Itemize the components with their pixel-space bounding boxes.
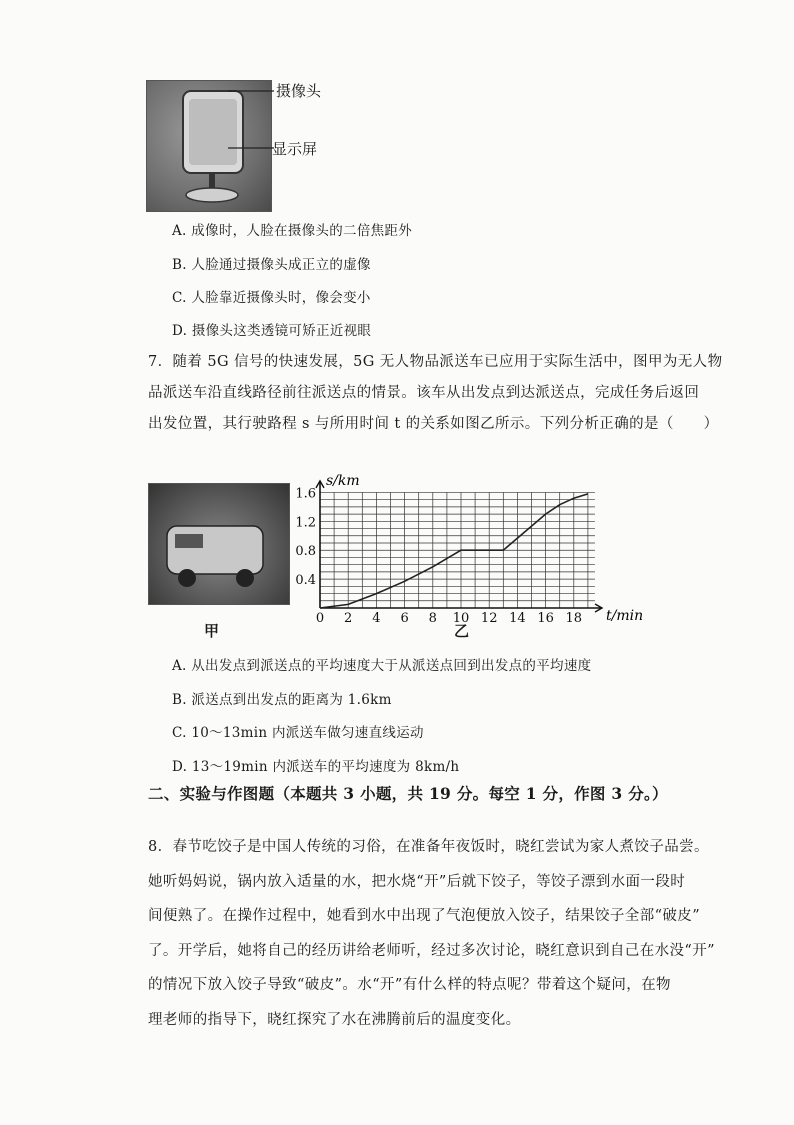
q8-line: 她听妈妈说，锅内放入适量的水，把水烧“开”后就下饺子，等饺子漂到水面一段时 <box>148 873 686 890</box>
x-tick-label: 10 <box>452 611 470 626</box>
x-tick-label: 6 <box>400 611 409 626</box>
q6-option-b: B. 人脸通过摄像头成正立的虚像 <box>172 257 371 273</box>
q8-line: 理老师的指导下，晓红探究了水在沸腾前后的温度变化。 <box>148 1011 521 1028</box>
q7-option-c: C. 10～13min 内派送车做匀速直线运动 <box>172 725 424 741</box>
q8-line: 的情况下放入饺子导致“破皮”。水“开”有什么样的特点呢？带着这个疑问，在物 <box>148 977 671 993</box>
x-tick-label: 4 <box>372 611 381 626</box>
delivery-vehicle-drawing <box>149 484 289 604</box>
y-tick-label: 0.8 <box>295 544 316 560</box>
q8-text <box>148 830 758 1037</box>
x-axis-label: t/min <box>606 608 644 624</box>
q8-line: 8．春节吃饺子是中国人传统的习俗，在准备年夜饭时，晓红尝试为家人煮饺子品尝。 <box>148 839 709 855</box>
q8-line: 间便熟了。在操作过程中，她看到水中出现了气泡便放入饺子，结果饺子全部“破皮” <box>148 908 701 924</box>
chart-grid <box>320 492 595 608</box>
x-tick-label: 2 <box>344 611 353 626</box>
fig-label-yi: 乙 <box>454 622 470 640</box>
delivery-vehicle-photo <box>148 483 290 605</box>
y-tick-label: 0.4 <box>295 573 316 589</box>
q7-option-b: B. 派送点到出发点的距离为 1.6km <box>172 692 392 708</box>
y-tick-label: 1.2 <box>295 515 316 531</box>
x-tick-label: 12 <box>480 611 498 626</box>
q7-stem-line: 7．随着 5G 信号的快速发展，5G 无人物品派送车已应用于实际生活中，图甲为无人物 <box>148 354 723 370</box>
q6-option-a: A. 成像时，人脸在摄像头的二倍焦距外 <box>172 223 413 239</box>
chart-axes <box>316 481 602 612</box>
x-tick-label: 14 <box>509 611 526 626</box>
q7-option-d: D. 13～19min 内派送车的平均速度为 8km/h <box>172 759 460 775</box>
q6-option-c: C. 人脸靠近摄像头时，像会变小 <box>172 290 371 306</box>
q7-option-a: A. 从出发点到派送点的平均速度大于从派送点回到出发点的平均速度 <box>172 658 592 674</box>
q7-stem <box>148 347 748 440</box>
y-axis-label: s/km <box>326 472 360 489</box>
y-tick-label: 1.6 <box>295 486 316 502</box>
x-tick-label: 18 <box>565 611 583 626</box>
section-heading: 二、实验与作图题（本题共 3 小题，共 19 分。每空 1 分，作图 3 分。） <box>148 784 668 803</box>
q7-stem-line: 品派送车沿直线路径前往派送点的情景。该车从出发点到达派送点，完成任务后返回 <box>148 385 700 401</box>
q7-stem-line: 出发位置，其行驶路程 s 与所用时间 t 的关系如图乙所示。下列分析正确的是（ ） <box>148 416 719 432</box>
fig-label-jia: 甲 <box>204 622 220 640</box>
x-tick-label: 8 <box>428 611 437 626</box>
label-camera: 摄像头 <box>276 82 322 100</box>
label-screen: 显示屏 <box>272 140 318 158</box>
q8-line: 了。开学后，她将自己的经历讲给老师听，经过多次讨论，晓红意识到自己在水没“开” <box>148 942 715 959</box>
callout-lines <box>226 82 276 154</box>
distance-time-chart <box>290 448 650 638</box>
q6-option-d: D. 摄像头这类透镜可矫正近视眼 <box>172 323 372 339</box>
x-tick-label: 16 <box>537 611 554 626</box>
series-line <box>320 494 588 608</box>
x-tick-label: 0 <box>315 611 325 626</box>
